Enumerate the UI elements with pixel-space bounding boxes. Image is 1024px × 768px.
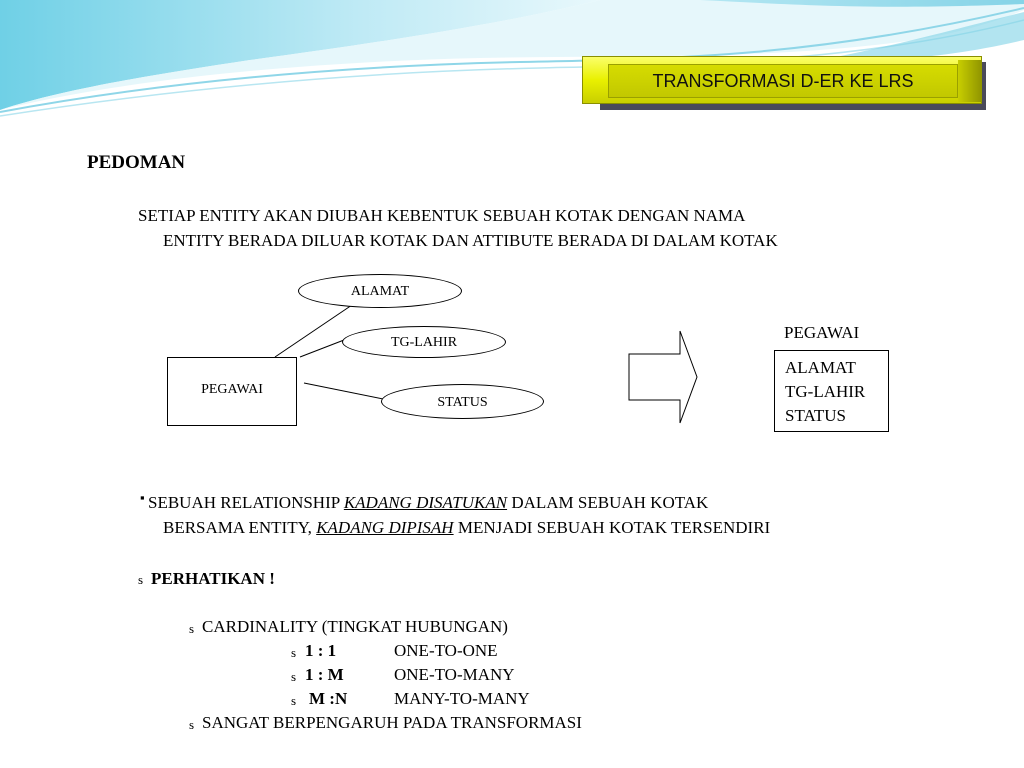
para2-text: SEBUAH RELATIONSHIP [148, 493, 344, 512]
notes-last: SANGAT BERPENGARUH PADA TRANSFORMASI [202, 713, 582, 732]
result-attribute: STATUS [785, 406, 846, 425]
para2-emphasis: KADANG DISATUKAN [343, 493, 508, 512]
cardinality-desc: ONE-TO-MANY [394, 665, 515, 684]
para2-line2 [163, 518, 770, 538]
cardinality-desc: ONE-TO-ONE [394, 641, 498, 660]
cardinality-desc: MANY-TO-MANY [394, 689, 530, 708]
entity-label: PEGAWAI [201, 382, 263, 397]
attribute-ellipse-alamat: ALAMAT [298, 274, 462, 308]
result-attribute: ALAMAT [785, 358, 856, 377]
transform-arrow [629, 331, 697, 423]
attribute-ellipse-tglahir: TG-LAHIR [342, 326, 506, 358]
result-box [774, 350, 889, 432]
para1-line1: SETIAP ENTITY AKAN DIUBAH KEBENTUK SEBUAH KOTAK DENGAN NAMA [138, 206, 746, 225]
bullet-icon: ▪ [140, 490, 145, 505]
cardinality-ratio: 1 : M [305, 665, 344, 684]
slide-title: TRANSFORMASI D-ER KE LRS [652, 71, 914, 91]
para2-emphasis: KADANG DIPISAH [316, 518, 454, 537]
bullet-icon: s [291, 693, 297, 708]
bullet-icon: s [189, 621, 195, 636]
bullet-icon: s [291, 669, 297, 684]
para2-line1 [148, 493, 708, 513]
para2-text: MENJADI SEBUAH KOTAK TERSENDIRI [453, 518, 771, 537]
cardinality-ratio: M :N [309, 689, 348, 708]
section-heading: PEDOMAN [87, 152, 186, 173]
cardinality-label: CARDINALITY (TINGKAT HUBUNGAN) [202, 617, 508, 636]
para2-text: DALAM SEBUAH KOTAK [507, 493, 709, 512]
result-attribute: TG-LAHIR [785, 382, 866, 401]
entity-box [167, 357, 297, 426]
bullet-icon: s [138, 572, 144, 587]
cardinality-ratio: 1 : 1 [305, 641, 337, 660]
para1-line2: ENTITY BERADA DILUAR KOTAK DAN ATTIBUTE BERADA DI DALAM KOTAK [163, 231, 778, 250]
bullet-icon: s [189, 717, 195, 732]
bullet-icon: s [291, 645, 297, 660]
attribute-ellipse-status: STATUS [381, 384, 544, 419]
para2-text: BERSAMA ENTITY, [163, 518, 317, 537]
result-entity-name: PEGAWAI [784, 323, 860, 342]
notes-title: PERHATIKAN ! [151, 569, 275, 588]
